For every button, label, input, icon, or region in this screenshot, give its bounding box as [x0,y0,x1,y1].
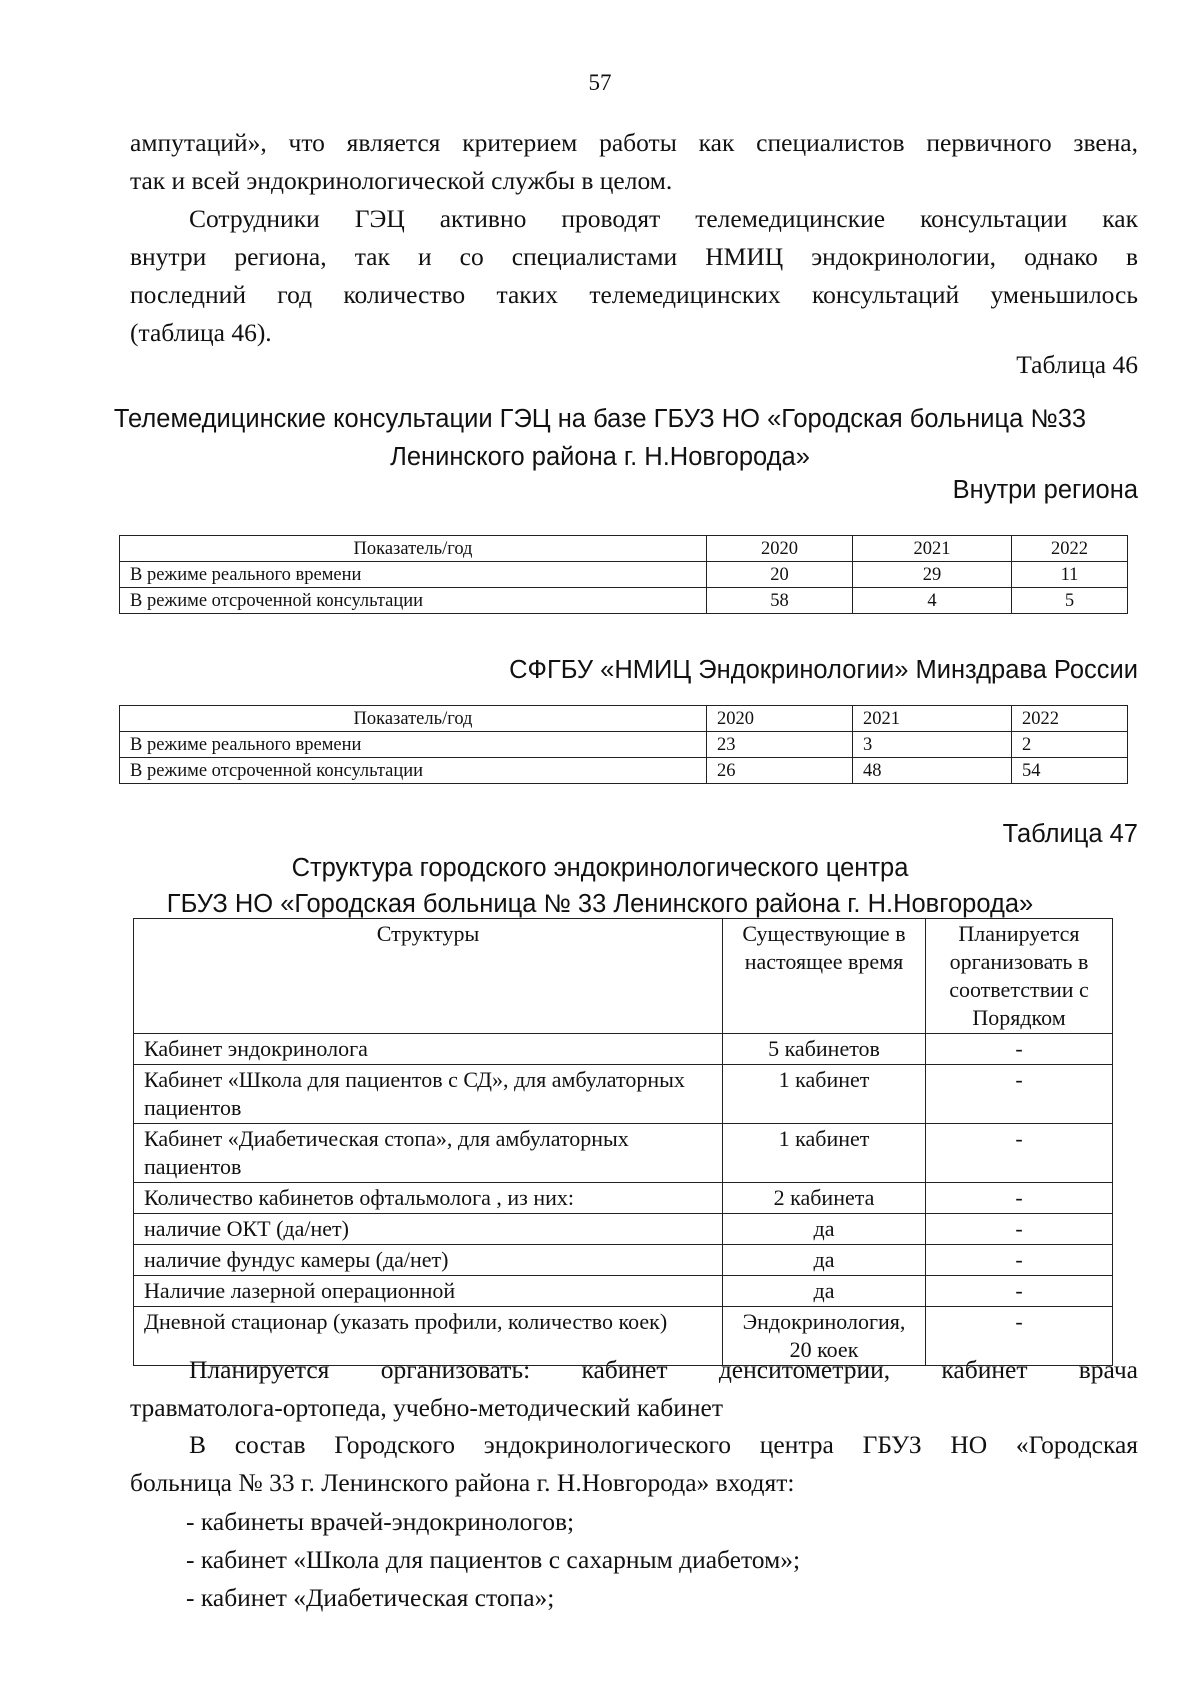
table-row [134,1245,1113,1276]
table-cell: В режиме реального времени [120,562,707,588]
table-cell: 3 [853,732,1012,758]
paragraph-line: Планируется организовать: кабинет денситометрии, кабинет врача [189,1355,1138,1384]
table-cell: 1 кабинет [723,1124,926,1183]
intro-line: ампутаций», что является критерием работы как специалистов первичного звена, [130,128,1138,157]
header-cell: 2022 [1012,706,1128,732]
table-cell: 2 кабинета [723,1183,926,1214]
header-cell: 2021 [853,536,1012,562]
header-cell: Планируется организовать в соответствии с Порядком [926,919,1113,1034]
table-cell: 4 [853,588,1012,614]
table-row [120,562,1128,588]
table46-section2 [119,705,1128,784]
header-cell: Существующие в настоящее время [723,919,926,1034]
table46-title [0,400,1200,476]
page-number: 57 [588,70,612,95]
table-cell: Дневной стационар (указать профили, количество коек) [134,1307,723,1366]
table-cell: - [926,1276,1113,1307]
table-cell: Кабинет «Школа для пациентов с СД», для амбулаторных пациентов [134,1065,723,1124]
list-item: - кабинет «Диабетическая стопа»; [186,1583,555,1612]
header-cell: 2022 [1012,536,1128,562]
table47 [133,918,1113,1366]
paragraph-line: последний год количество таких телемедицинских консультаций уменьшилось [130,280,1138,309]
table-header-row [120,706,1128,732]
table-row [120,588,1128,614]
table-cell: да [723,1214,926,1245]
paragraph-line: внутри региона, так и со специалистами НМИЦ эндокринологии, однако в [130,242,1138,271]
table47-title-line: Структура городского эндокринологического центра [291,854,909,882]
table47-label: Таблица 47 [1002,820,1138,848]
paragraph-line: (таблица 46). [130,318,272,347]
table47-title-line: ГБУЗ НО «Городская больница № 33 Ленинского района г. Н.Новгорода» [166,890,1034,918]
table-cell: В режиме реального времени [120,732,707,758]
table-cell: - [926,1034,1113,1065]
table46-section1 [119,535,1128,614]
table-cell: Наличие лазерной операционной [134,1276,723,1307]
table-cell: В режиме отсроченной консультации [120,758,707,784]
table-row [134,1214,1113,1245]
table-row [134,1065,1113,1124]
table46-label: Таблица 46 [1016,350,1138,379]
table-row [134,1124,1113,1183]
table-cell: - [926,1124,1113,1183]
table-cell: - [926,1183,1113,1214]
table46-section2-caption: СФГБУ «НМИЦ Эндокринологии» Минздрава России [509,656,1138,684]
header-cell: Структуры [134,919,723,1034]
composition-paragraph [130,1426,1138,1502]
planned-paragraph [130,1351,1138,1427]
table-cell: 29 [853,562,1012,588]
table-cell: Кабинет «Диабетическая стопа», для амбулаторных пациентов [134,1124,723,1183]
paragraph-line: В состав Городского эндокринологического центра ГБУЗ НО «Городская [189,1430,1138,1459]
table-cell: 26 [707,758,853,784]
paragraph-line: травматолога-ортопеда, учебно-методический кабинет [130,1393,723,1422]
table-cell: да [723,1276,926,1307]
table-cell: Кабинет эндокринолога [134,1034,723,1065]
table-cell: 48 [853,758,1012,784]
table-cell: 58 [707,588,853,614]
table-cell: - [926,1065,1113,1124]
table-row [134,1034,1113,1065]
header-cell: Показатель/год [120,536,707,562]
table-row [120,758,1128,784]
table46-section1-caption: Внутри региона [952,476,1138,504]
table-row [134,1183,1113,1214]
table-cell: Количество кабинетов офтальмолога , из них: [134,1183,723,1214]
table-cell: да [723,1245,926,1276]
table47-title [0,850,1200,922]
table-cell: Эндокринология, 20 коек [723,1307,926,1366]
table-row [120,732,1128,758]
table-cell: 11 [1012,562,1128,588]
paragraph-line: больница № 33 г. Ленинского района г. Н.Новгорода» входят: [130,1468,795,1497]
list-item: - кабинеты врачей-эндокринологов; [186,1507,575,1536]
header-cell: 2020 [707,706,853,732]
table-cell: 5 [1012,588,1128,614]
table46-title-line: Ленинского района г. Н.Новгорода» [390,443,810,471]
table-cell: - [926,1307,1113,1366]
table46-title-line: Телемедицинские консультации ГЭЦ на базе ГБУЗ НО «Городская больница №33 [113,405,1087,433]
header-cell: Показатель/год [120,706,707,732]
table-cell: В режиме отсроченной консультации [120,588,707,614]
list-item: - кабинет «Школа для пациентов с сахарным диабетом»; [186,1545,801,1574]
table-cell: наличие ОКТ (да/нет) [134,1214,723,1245]
table-row [134,1276,1113,1307]
table-cell: - [926,1214,1113,1245]
header-cell: 2021 [853,706,1012,732]
table-header-row [120,536,1128,562]
paragraph-line: Сотрудники ГЭЦ активно проводят телемедицинские консультации как [189,204,1138,233]
composition-list [186,1503,800,1617]
table-cell: 2 [1012,732,1128,758]
table-cell: 20 [707,562,853,588]
table-cell: 23 [707,732,853,758]
table-cell: наличие фундус камеры (да/нет) [134,1245,723,1276]
table-cell: 54 [1012,758,1128,784]
header-cell: 2020 [707,536,853,562]
table-cell: 5 кабинетов [723,1034,926,1065]
table-cell: - [926,1245,1113,1276]
intro-paragraph [130,124,1138,200]
table-cell: 1 кабинет [723,1065,926,1124]
table-header-row [134,919,1113,1034]
intro-line: так и всей эндокринологической службы в целом. [130,166,673,195]
telemedicine-paragraph [130,200,1138,352]
